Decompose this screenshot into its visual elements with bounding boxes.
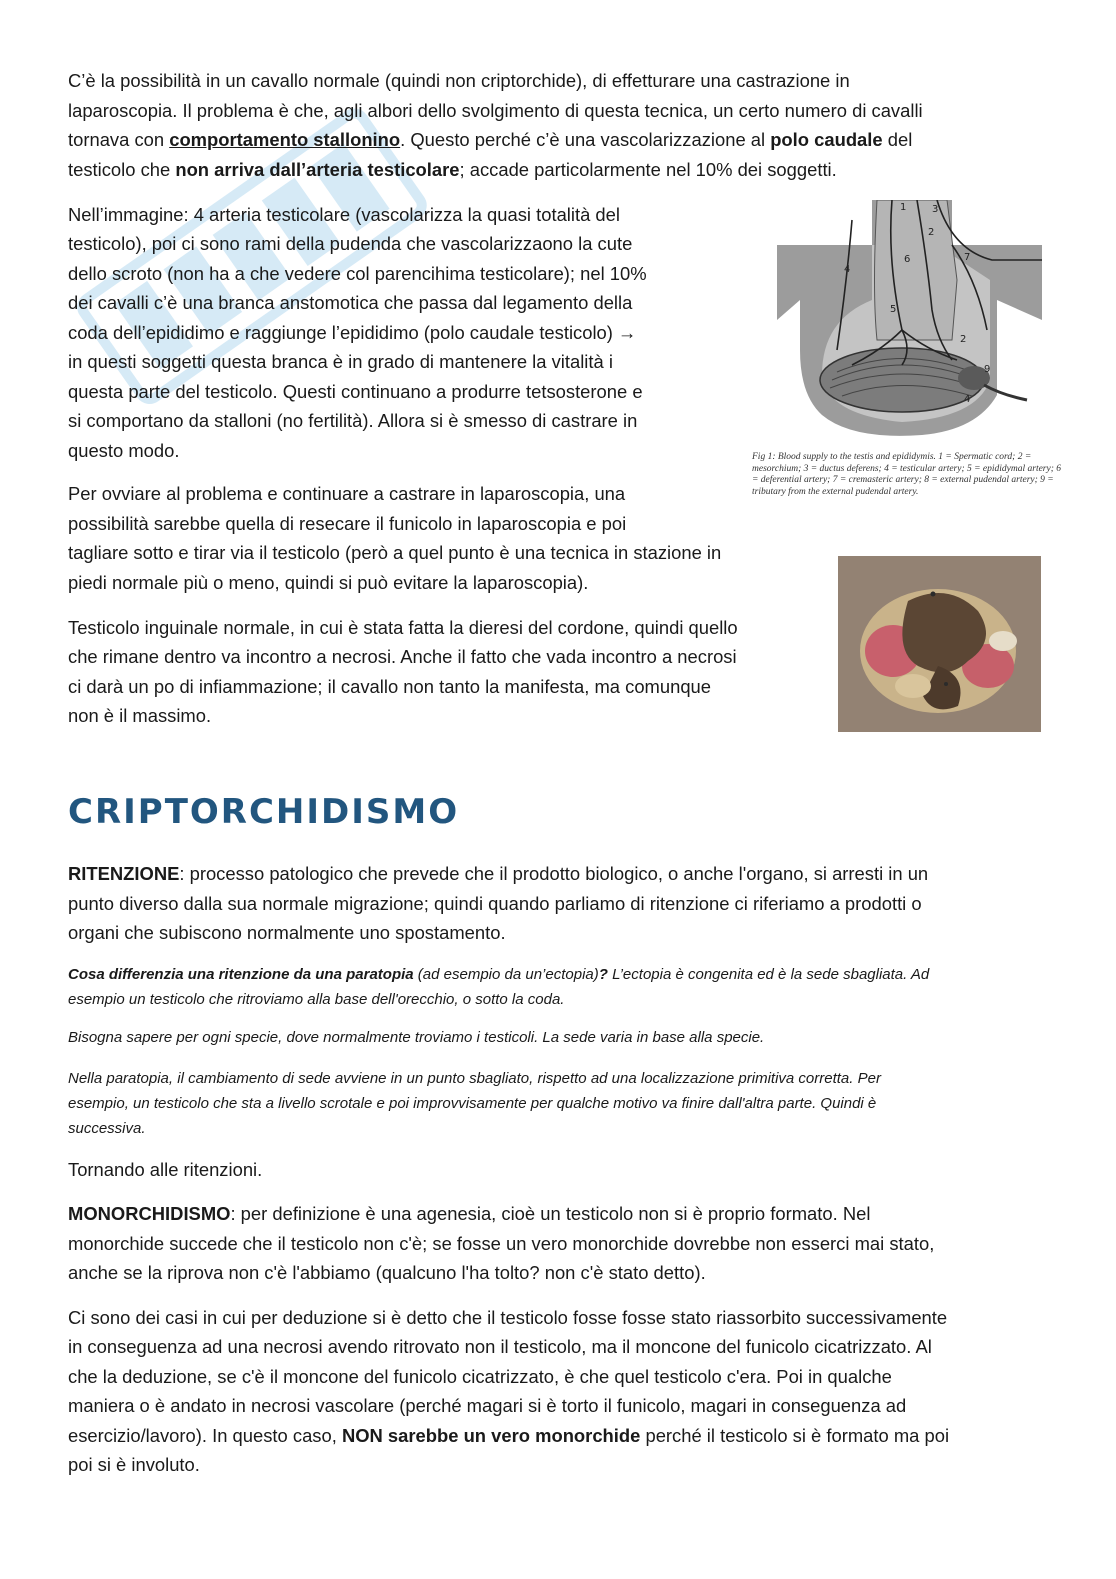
inguinale-line: Testicolo inguinale normale, in cui è stata fatta la dieresi del cordone, quindi quello bbox=[68, 617, 738, 638]
inguinale-line: che rimane dentro va incontro a necrosi. Anche il fatto che vada incontro a necrosi bbox=[68, 646, 737, 667]
figure-label: 1 bbox=[900, 202, 907, 213]
casi-line-6: poi si è involuto. bbox=[68, 1454, 200, 1475]
figure-label: 9 bbox=[984, 364, 991, 375]
ovviare-line: Per ovviare al problema e continuare a castrare in laparoscopia, una bbox=[68, 483, 626, 504]
figure-label: 7 bbox=[964, 252, 971, 263]
figure-caption: Fig 1: Blood supply to the testis and epididymis. 1 = Spermatic cord; 2 = mesorchium; 3 = ductus deferens; 4 = testicular artery; 5 = epididymal artery; 6 = deferential artery; 7 = cremasteric artery; 8 = external pudendal artery; 9 = tributary from the external pudendal artery. bbox=[752, 452, 1062, 497]
casi-line-2: in conseguenza ad una necrosi avendo ritrovato non il testicolo, ma il moncone del funicolo cicatrizzato. Al bbox=[68, 1336, 932, 1357]
monorchidismo-line-3: anche se la riprova non c'è l'abbiamo (qualcuno l'ha tolto? non c'è stato detto). bbox=[68, 1262, 706, 1283]
image-desc-line: testicolo), poi ci sono rami della pudenda che vascolarizzaono la cute bbox=[68, 233, 633, 254]
figure-label: 2 bbox=[928, 227, 935, 238]
inguinale-line: non è il massimo. bbox=[68, 705, 212, 726]
image-desc-line: dello scroto (non ha a che vedere col parencihima testicolare); nel 10% bbox=[68, 263, 647, 284]
image-desc-line: questo modo. bbox=[68, 440, 180, 461]
intro-line-4: testicolo che non arriva dall’arteria testicolare; accade particolarmente nel 10% dei soggetti. bbox=[68, 159, 837, 180]
monorchidismo-line-1: MONORCHIDISMO: per definizione è una agenesia, cioè un testicolo non si è proprio formato. Nel bbox=[68, 1203, 871, 1224]
image-desc-line: si comportano da stalloni (no fertilità). Allora si è smesso di castrare in bbox=[68, 410, 638, 431]
image-desc-line: in questi soggetti questa branca è in grado di mantenere la vitalità i bbox=[68, 351, 613, 372]
ovviare-line: piedi normale più o meno, quindi si può evitare la laparoscopia). bbox=[68, 572, 589, 593]
ritenzione-line-1: RITENZIONE: processo patologico che prevede che il prodotto biologico, o anche l'organo, si arresti in un bbox=[68, 863, 929, 884]
ovviare-line: possibilità sarebbe quella di resecare il funicolo in laparoscopia e poi bbox=[68, 513, 627, 534]
blood-supply-diagram bbox=[752, 200, 1064, 450]
casi-line-1: Ci sono dei casi in cui per deduzione si è detto che il testicolo fosse fosse stato riassorbito successivamente bbox=[68, 1307, 948, 1328]
casi-line-4: maniera o è andato in necrosi vascolare (perché magari si è torto il funicolo, magari in conseguenza ad bbox=[68, 1395, 907, 1416]
figure-label: 2 bbox=[960, 334, 967, 345]
figure-label: 4 bbox=[964, 394, 971, 405]
italic-note-3-line: successiva. bbox=[68, 1120, 146, 1137]
figure-label: 6 bbox=[904, 254, 911, 265]
section-heading: CRIPTORCHIDISMO bbox=[68, 792, 460, 832]
image-desc-line: coda dell’epididimo e raggiunge l’epididimo (polo caudale testicolo) → bbox=[68, 322, 637, 343]
italic-note-1-line-1: Cosa differenzia una ritenzione da una paratopia (ad esempio da un’ectopia)? L’ectopia è congenita ed è la sede sbagliata. Ad bbox=[68, 966, 930, 983]
image-desc-line: Nell’immagine: 4 arteria testicolare (vascolarizza la quasi totalità del bbox=[68, 204, 620, 225]
tornando-line: Tornando alle ritenzioni. bbox=[68, 1159, 263, 1180]
image-desc-line: dei cavalli c’è una branca anstomotica che passa dal legamento della bbox=[68, 292, 633, 313]
intro-line-1: C’è la possibilità in un cavallo normale (quindi non criptorchide), di effetturare una castrazione in bbox=[68, 70, 850, 91]
monorchidismo-line-2: monorchide succede che il testicolo non c'è; se fosse un vero monorchide dovrebbe non esserci mai stato, bbox=[68, 1233, 935, 1254]
testicle-photo bbox=[838, 556, 1041, 732]
ritenzione-line-2: punto diverso dalla sua normale migrazione; quindi quando parliamo di ritenzione ci riferiamo a prodotti o bbox=[68, 893, 922, 914]
intro-line-2: laparoscopia. Il problema è che, agli albori dello svolgimento di questa tecnica, un certo numero di cavalli bbox=[68, 100, 923, 121]
italic-note-3-line: esempio, un testicolo che sta a livello scrotale e poi improvvisamente per qualche motivo va finire dall'altra parte. Quindi è bbox=[68, 1095, 877, 1112]
italic-note-3-line: Nella paratopia, il cambiamento di sede avviene in un punto sbagliato, rispetto ad una localizzazione primitiva corretta. Per bbox=[68, 1070, 881, 1087]
italic-note-1-line-2: esempio un testicolo che ritroviamo alla base dell'orecchio, o sotto la coda. bbox=[68, 991, 565, 1008]
ritenzione-line-3: organi che subiscono normalmente uno spostamento. bbox=[68, 922, 506, 943]
intro-line-3: tornava con comportamento stallonino. Questo perché c’è una vascolarizzazione al polo caudale del bbox=[68, 129, 913, 150]
italic-note-2: Bisogna sapere per ogni specie, dove normalmente troviamo i testicoli. La sede varia in base alla specie. bbox=[68, 1029, 765, 1046]
ovviare-line: tagliare sotto e tirar via il testicolo (però a quel punto è una tecnica in stazione in bbox=[68, 542, 722, 563]
casi-line-3: che la deduzione, se c'è il moncone del funicolo cicatrizzato, è che quel testicolo c'era. Poi in qualche bbox=[68, 1366, 892, 1387]
image-desc-line: questa parte del testicolo. Questi continuano a produrre tetsosterone e bbox=[68, 381, 643, 402]
inguinale-line: ci darà un po di infiammazione; il cavallo non tanto la manifesta, ma comunque bbox=[68, 676, 712, 697]
figure-label: 4 bbox=[844, 264, 851, 275]
casi-line-5: esercizio/lavoro). In questo caso, NON sarebbe un vero monorchide perché il testicolo si è formato ma poi bbox=[68, 1425, 950, 1446]
figure-label: 3 bbox=[932, 204, 939, 215]
figure-label: 5 bbox=[890, 304, 897, 315]
